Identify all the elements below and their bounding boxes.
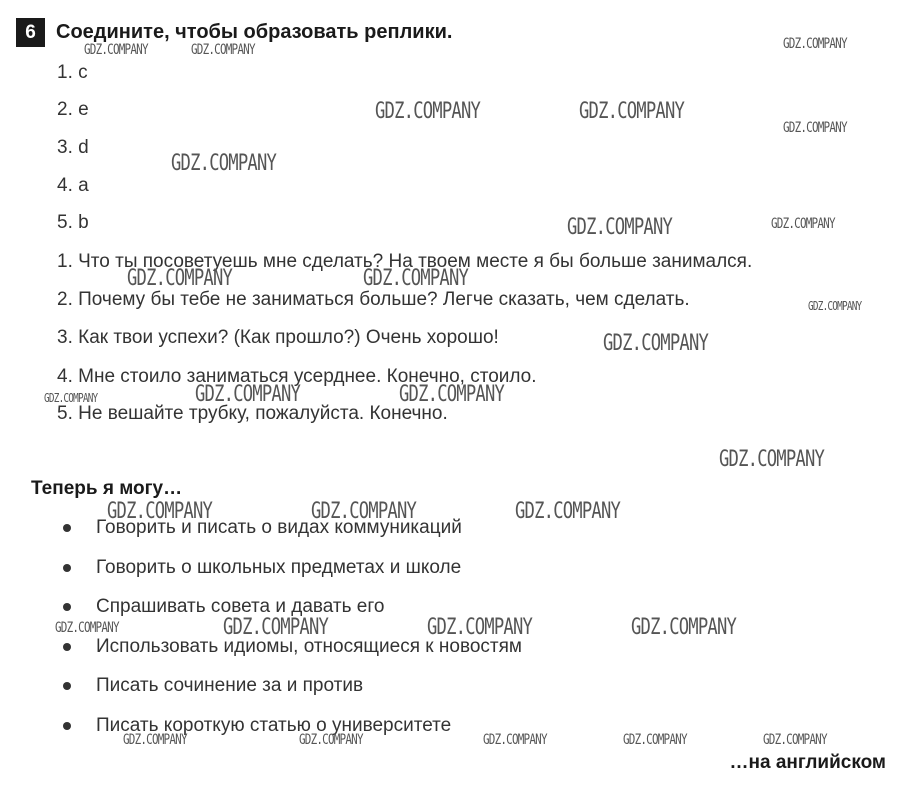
task-number-badge: [16, 18, 45, 47]
watermark: GDZ.COMPANY: [631, 615, 737, 640]
watermark: GDZ.COMPANY: [55, 620, 119, 636]
watermark: GDZ.COMPANY: [783, 120, 847, 136]
bullet-icon: [63, 722, 71, 730]
watermark: GDZ.COMPANY: [195, 382, 301, 407]
watermark: GDZ.COMPANY: [771, 216, 835, 232]
watermark: GDZ.COMPANY: [427, 615, 533, 640]
watermark: GDZ.COMPANY: [483, 732, 547, 748]
bullet-icon: [63, 603, 71, 611]
bullet-icon: [63, 564, 71, 572]
answer-item: 3. d: [57, 137, 89, 158]
bullet-icon: [63, 524, 71, 532]
dialogue-line: 2. Почему бы тебе не заниматься больше? Легче сказать, чем сделать.: [57, 289, 690, 310]
section-title: Теперь я могу…: [31, 478, 183, 499]
watermark: GDZ.COMPANY: [363, 266, 469, 291]
task-number: 6: [25, 21, 36, 43]
watermark: GDZ.COMPANY: [171, 151, 277, 176]
watermark: GDZ.COMPANY: [127, 266, 233, 291]
footer-label: …на английском: [729, 752, 886, 773]
watermark: GDZ.COMPANY: [399, 382, 505, 407]
answer-item: 1. c: [57, 62, 88, 83]
watermark: GDZ.COMPANY: [311, 499, 417, 524]
answer-item: 5. b: [57, 212, 89, 233]
watermark: GDZ.COMPANY: [375, 99, 481, 124]
bullet-icon: [63, 643, 71, 651]
dialogue-line: 5. Не вешайте трубку, пожалуйста. Конечно.: [57, 403, 448, 424]
watermark: GDZ.COMPANY: [808, 299, 862, 313]
skill-item: Писать короткую статью о университете: [96, 715, 452, 736]
watermark: GDZ.COMPANY: [191, 42, 255, 58]
watermark: GDZ.COMPANY: [567, 215, 673, 240]
dialogue-line: 4. Мне стоило заниматься усерднее. Конечно, стоило.: [57, 366, 537, 387]
watermark: GDZ.COMPANY: [84, 42, 148, 58]
watermark: GDZ.COMPANY: [579, 99, 685, 124]
answer-item: 4. a: [57, 175, 89, 196]
skill-item: Говорить о школьных предметах и школе: [96, 557, 462, 578]
dialogue-line: 1. Что ты посоветуешь мне сделать? На твоем месте я бы больше занимался.: [57, 251, 753, 272]
skill-item: Спрашивать совета и давать его: [96, 596, 385, 617]
watermark: GDZ.COMPANY: [223, 615, 329, 640]
watermark: GDZ.COMPANY: [515, 499, 621, 524]
watermark: GDZ.COMPANY: [763, 732, 827, 748]
watermark: GDZ.COMPANY: [603, 331, 709, 356]
dialogue-line: 3. Как твои успехи? (Как прошло?) Очень хорошо!: [57, 327, 499, 348]
task-title: Соедините, чтобы образовать реплики.: [56, 21, 453, 43]
watermark: GDZ.COMPANY: [107, 499, 213, 524]
watermark: GDZ.COMPANY: [299, 732, 363, 748]
answer-item: 2. e: [57, 99, 89, 120]
watermark: GDZ.COMPANY: [123, 732, 187, 748]
watermark: GDZ.COMPANY: [623, 732, 687, 748]
skill-item: Использовать идиомы, относящиеся к новостям: [96, 636, 522, 657]
watermark: GDZ.COMPANY: [783, 36, 847, 52]
watermark: GDZ.COMPANY: [719, 447, 825, 472]
skill-item: Говорить и писать о видах коммуникаций: [96, 517, 462, 538]
bullet-icon: [63, 682, 71, 690]
watermark: GDZ.COMPANY: [44, 391, 98, 405]
skill-item: Писать сочинение за и против: [96, 675, 364, 696]
